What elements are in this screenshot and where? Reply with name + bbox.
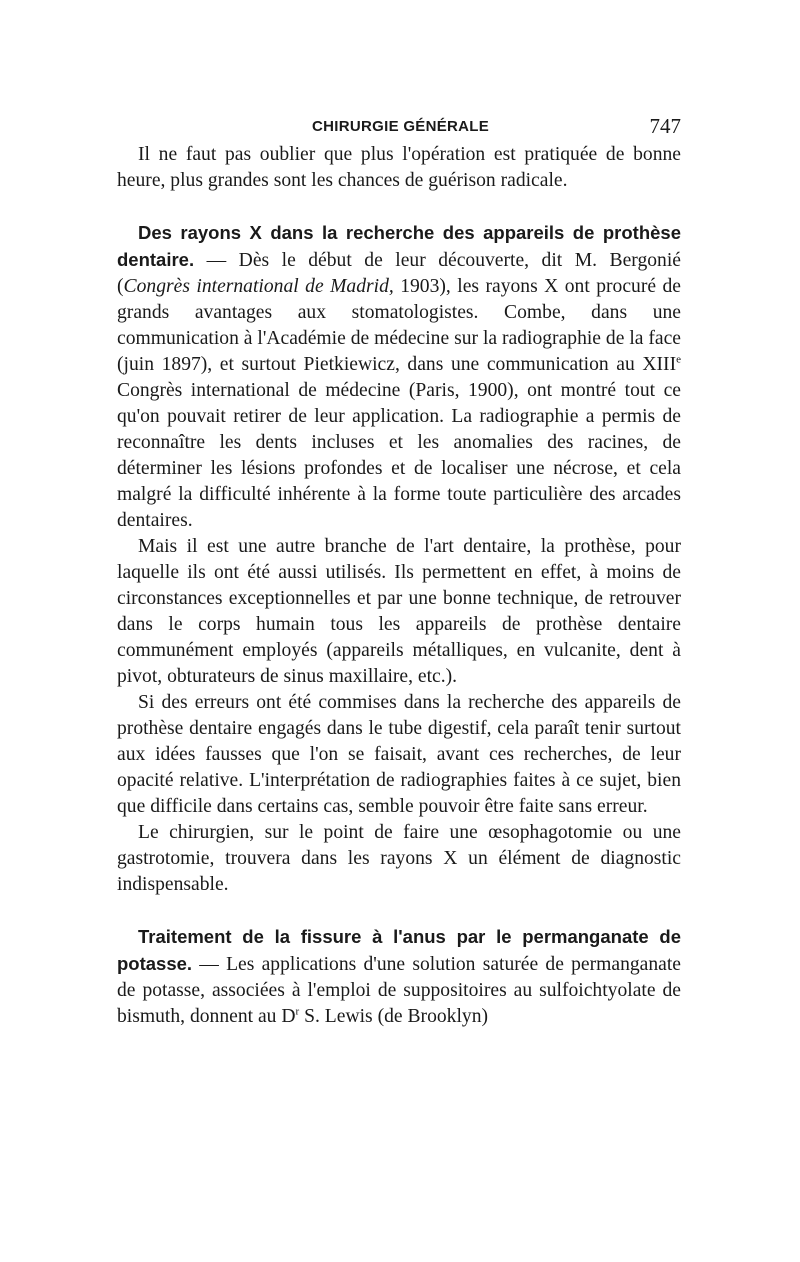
- section-rayons-x: [117, 220, 681, 534]
- citation-congres: Congrès international de Madrid,: [123, 276, 394, 297]
- section-tail-text: Congrès international de médecine (Paris, 1900), ont montré tout ce qu'on pouvait retirer de leur application. La radiographie a permis de reconnaître les dents incluses et les anomalies des racines, de déterminer les lésions profondes et de localiser une nécrose, et cela malgré la difficulté inhérente à la forme toute particulière des arcades dentaires.: [117, 380, 681, 531]
- book-page: [117, 112, 681, 1030]
- page-number: 747: [649, 114, 681, 138]
- paragraph-chirurgien: Le chirurgien, sur le point de faire une œsophagotomie ou une gastrotomie, trouvera dans les rayons X un élément de diagnostic indispensable.: [117, 822, 681, 895]
- running-head: [117, 112, 681, 142]
- superscript-e: e: [676, 353, 681, 366]
- section-fissure-anus: [117, 924, 681, 1030]
- section-heading-fissure: Traitement de la fissure à l'anus par le permanganate de potasse.: [117, 926, 681, 974]
- superscript-r: r: [295, 1005, 300, 1018]
- section-body-text: — Les applications d'une solution saturée de permanganate de potasse, associées à l'emploi de suppositoires au sulfoichtyolate de bismuth, donnent au D: [117, 954, 681, 1027]
- paragraph-operation-timing: Il ne faut pas oublier que plus l'opération est pratiquée de bonne heure, plus grandes sont les chances de guérison radicale.: [117, 144, 681, 191]
- running-head-title: CHIRURGIE GÉNÉRALE: [312, 118, 490, 135]
- paragraph-erreurs: Si des erreurs ont été commises dans la recherche des appareils de prothèse dentaire engagés dans le tube digestif, cela paraît tenir surtout aux idées fausses que l'on se faisait, avant ces recherches, de leur opacité relative. L'interprétation de radiographies faites à ce sujet, bien que difficile dans certains cas, semble pouvoir être faite sans erreur.: [117, 692, 681, 817]
- section-tail-text: S. Lewis (de Brooklyn): [299, 1006, 489, 1027]
- section-body-text: 1903), les rayons X ont procuré de grands avantages aux stomatologistes. Combe, dans une communication à l'Académie de médecine sur la radiographie de la face (juin 1897), et surtout Pietkiewicz, dans une communication au XIII: [117, 276, 681, 375]
- section-lead-text: — Dès le début de leur découverte, dit M. Bergonié (: [117, 250, 681, 297]
- section-heading-rayons-x: Des rayons X dans la recherche des appareils de prothèse dentaire.: [117, 222, 681, 270]
- paragraph-prothese: Mais il est une autre branche de l'art dentaire, la prothèse, pour laquelle ils ont été aussi utilisés. Ils permettent en effet, à moins de circonstances exceptionnelles et par une bonne technique, de retrouver dans le corps humain tous les appareils de prothèse dentaire communément employés (appareils métalliques, en vulcanite, dent à pivot, obturateurs de sinus maxillaire, etc.).: [117, 536, 681, 687]
